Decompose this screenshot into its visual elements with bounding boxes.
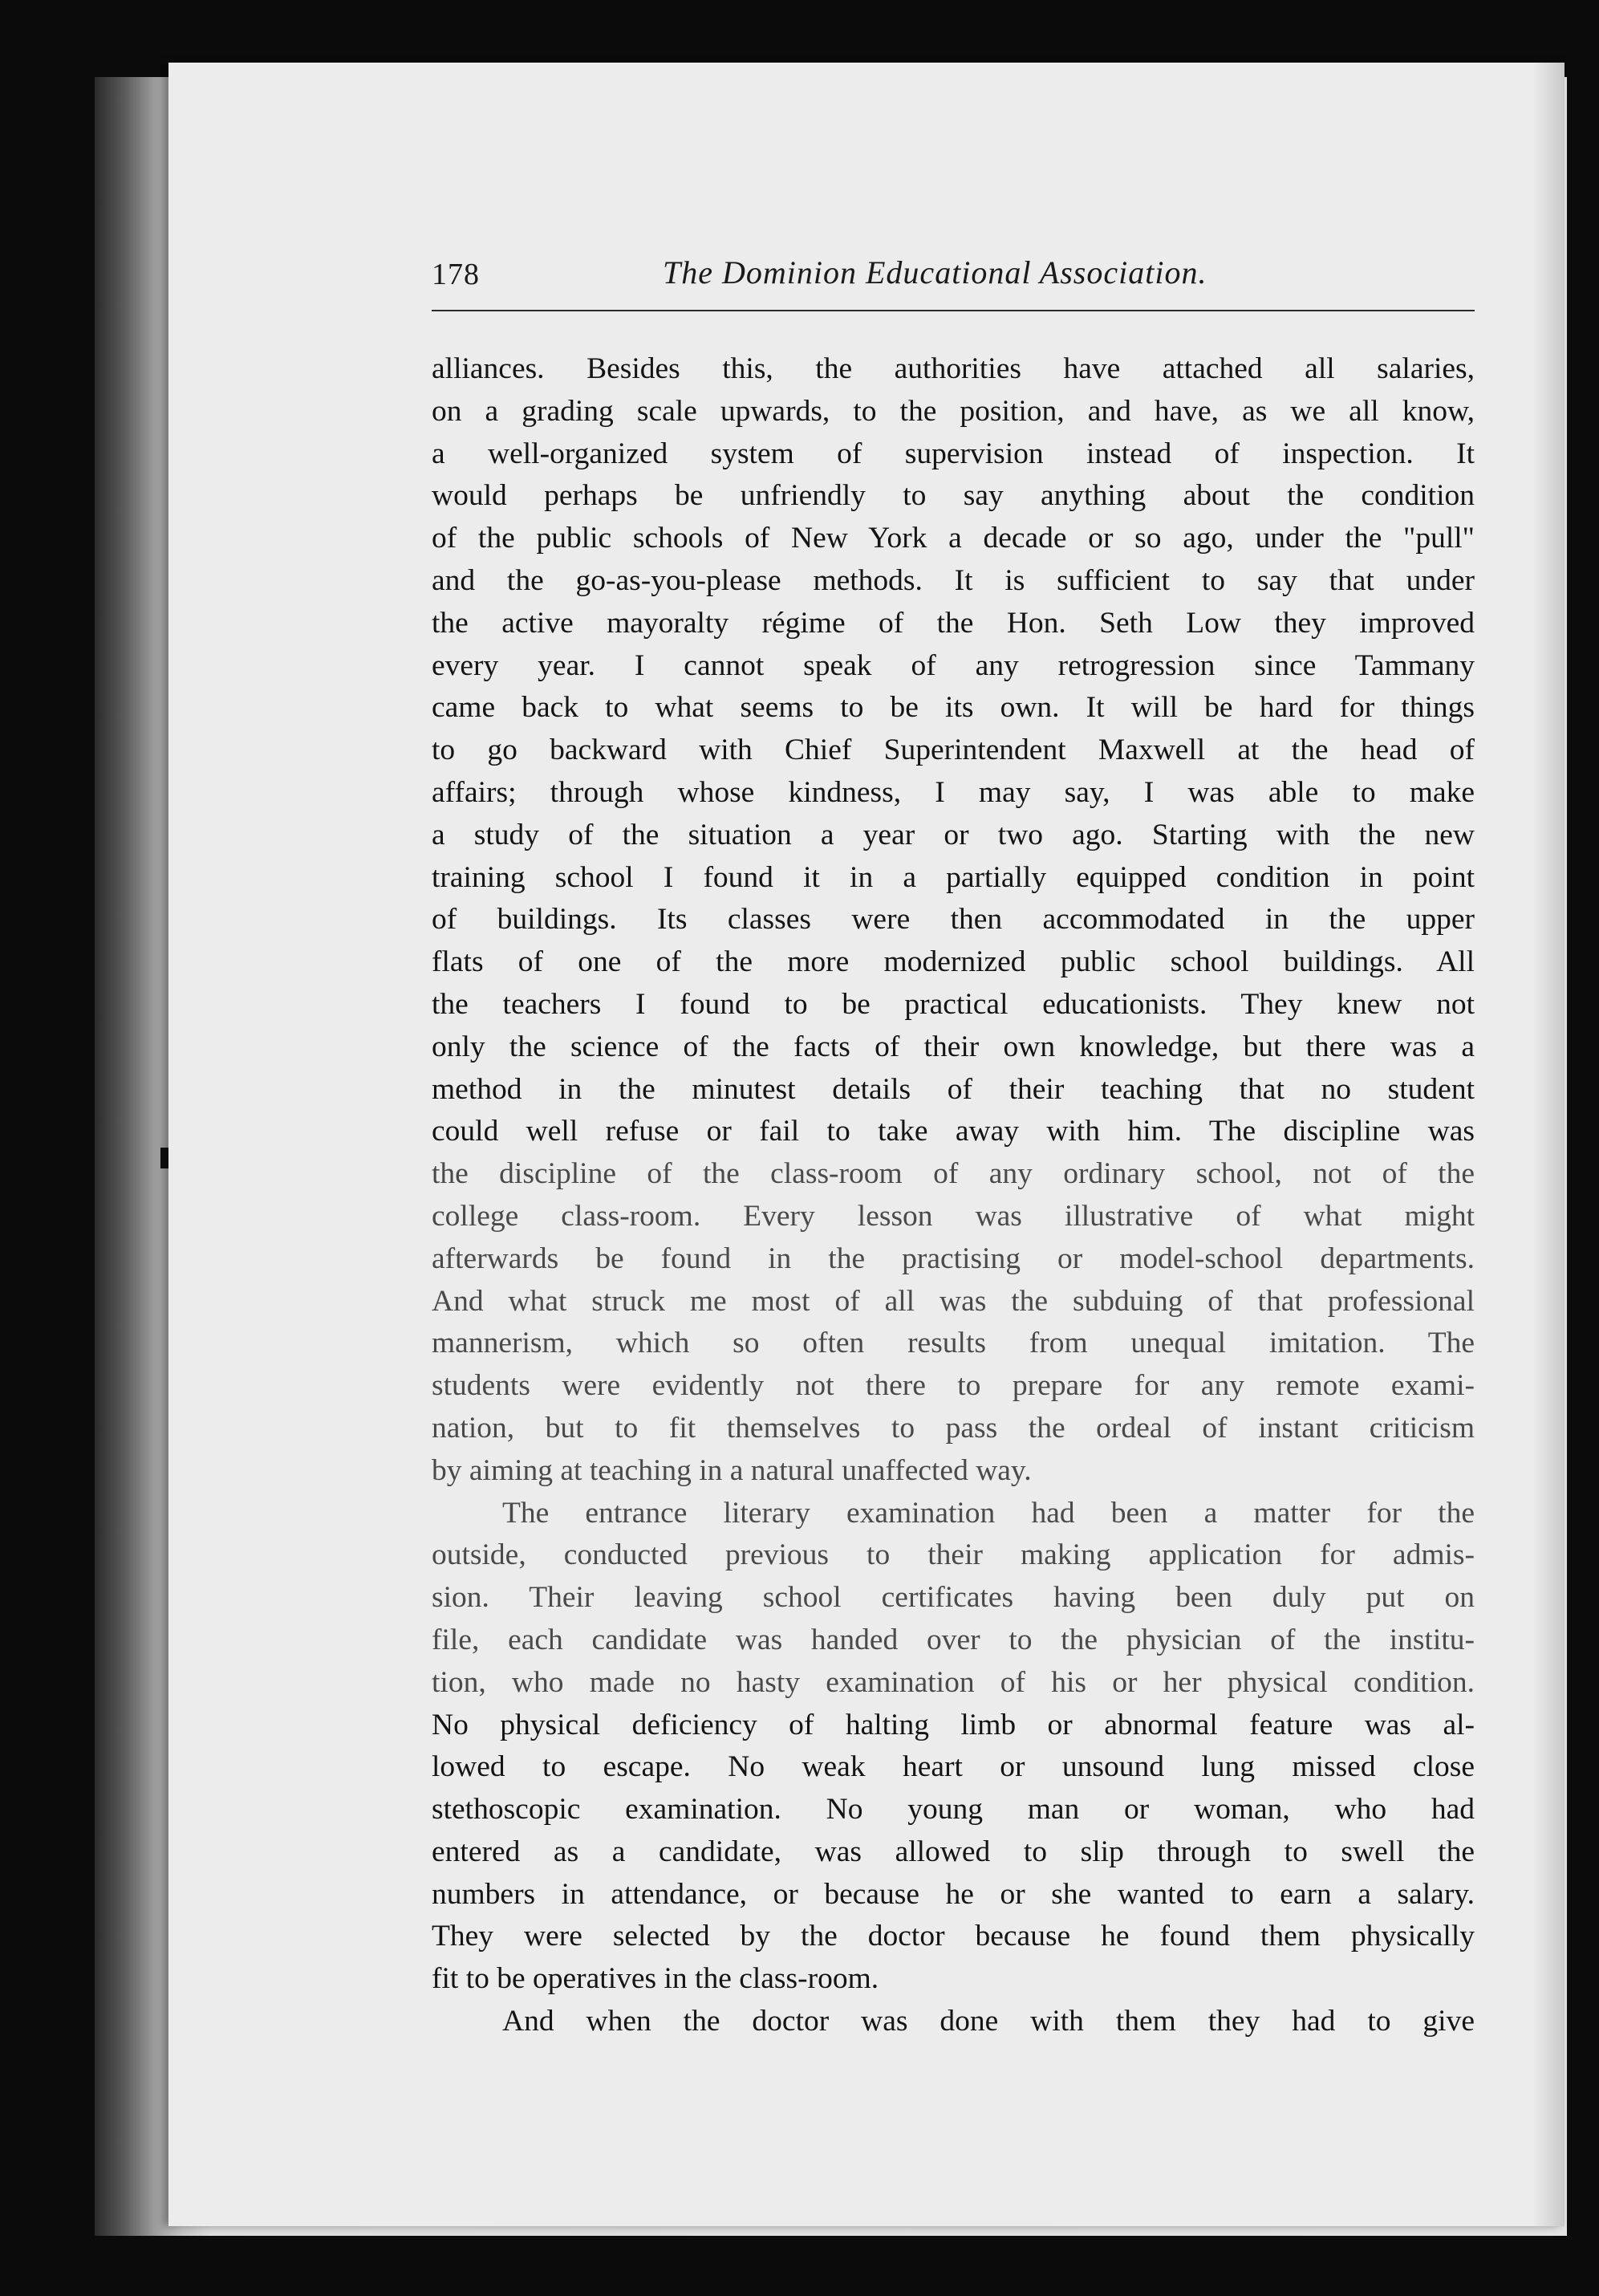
text-line: on a grading scale upwards, to the position, and have, as we all know,: [432, 394, 1475, 428]
page-number: 178: [432, 258, 480, 291]
text-line: The entrance literary examination had been a matter for the: [502, 1496, 1475, 1530]
text-line: of the public schools of New York a decade or so ago, under the "pull": [432, 522, 1475, 555]
running-head: The Dominion Educational Association.: [663, 254, 1207, 291]
text-line: college class-room. Every lesson was illustrative of what might: [432, 1199, 1475, 1233]
text-line: alliances. Besides this, the authorities have attached all salaries,: [432, 352, 1475, 385]
text-line: fit to be operatives in the class-room.: [432, 1962, 879, 1996]
text-line: training school I found it in a partially equipped condition in point: [432, 860, 1475, 894]
text-line: of buildings. Its classes were then accommodated in the upper: [432, 903, 1475, 937]
text-line: And when the doctor was done with them they had to give: [502, 2005, 1475, 2038]
text-line: came back to what seems to be its own. It will be hard for things: [432, 691, 1475, 725]
body-text: [432, 348, 1475, 2043]
text-line: file, each candidate was handed over to the physician of the institu-: [432, 1623, 1475, 1656]
text-line: and the go-as-you-please methods. It is sufficient to say that under: [432, 563, 1475, 597]
text-line: nation, but to fit themselves to pass the ordeal of instant criticism: [432, 1411, 1475, 1445]
text-line: afterwards be found in the practising or model-school departments.: [432, 1241, 1475, 1275]
text-line: And what struck me most of all was the subduing of that professional: [432, 1284, 1475, 1318]
text-line: by aiming at teaching in a natural unaffected way.: [432, 1453, 1032, 1487]
text-line: sion. Their leaving school certificates having been duly put on: [432, 1581, 1475, 1615]
text-line: only the science of the facts of their own knowledge, but there was a: [432, 1030, 1475, 1063]
text-line: method in the minutest details of their teaching that no student: [432, 1072, 1475, 1106]
text-line: They were selected by the doctor because he found them physically: [432, 1920, 1475, 1953]
text-line: could well refuse or fail to take away with him. The discipline was: [432, 1115, 1475, 1148]
text-line: mannerism, which so often results from unequal imitation. The: [432, 1327, 1475, 1360]
text-line: to go backward with Chief Superintendent Maxwell at the head of: [432, 734, 1475, 767]
text-line: the teachers I found to be practical educationists. They knew not: [432, 987, 1475, 1021]
text-line: entered as a candidate, was allowed to slip through to swell the: [432, 1835, 1475, 1868]
binding-mark: [160, 1148, 168, 1168]
text-line: lowed to escape. No weak heart or unsound lung missed close: [432, 1750, 1475, 1784]
text-line: tion, who made no hasty examination of his or her physical condition.: [432, 1665, 1475, 1699]
header-rule: [432, 310, 1475, 311]
text-line: outside, conducted previous to their making application for admis-: [432, 1538, 1475, 1572]
text-line: affairs; through whose kindness, I may say, I was able to make: [432, 775, 1475, 809]
text-line: a well-organized system of supervision instead of inspection. It: [432, 437, 1475, 470]
text-line: No physical deficiency of halting limb or abnormal feature was al-: [432, 1708, 1475, 1741]
text-line: flats of one of the more modernized public school buildings. All: [432, 945, 1475, 979]
page-header: [432, 254, 1475, 310]
text-line: every year. I cannot speak of any retrogression since Tammany: [432, 648, 1475, 682]
text-line: a study of the situation a year or two ago. Starting with the new: [432, 818, 1475, 851]
text-line: would perhaps be unfriendly to say anything about the condition: [432, 479, 1475, 513]
text-line: stethoscopic examination. No young man or woman, who had: [432, 1793, 1475, 1827]
text-line: students were evidently not there to prepare for any remote exami-: [432, 1369, 1475, 1403]
text-line: numbers in attendance, or because he or she wanted to earn a salary.: [432, 1877, 1475, 1911]
text-line: the discipline of the class-room of any ordinary school, not of the: [432, 1157, 1475, 1191]
text-line: the active mayoralty régime of the Hon. Seth Low they improved: [432, 606, 1475, 640]
